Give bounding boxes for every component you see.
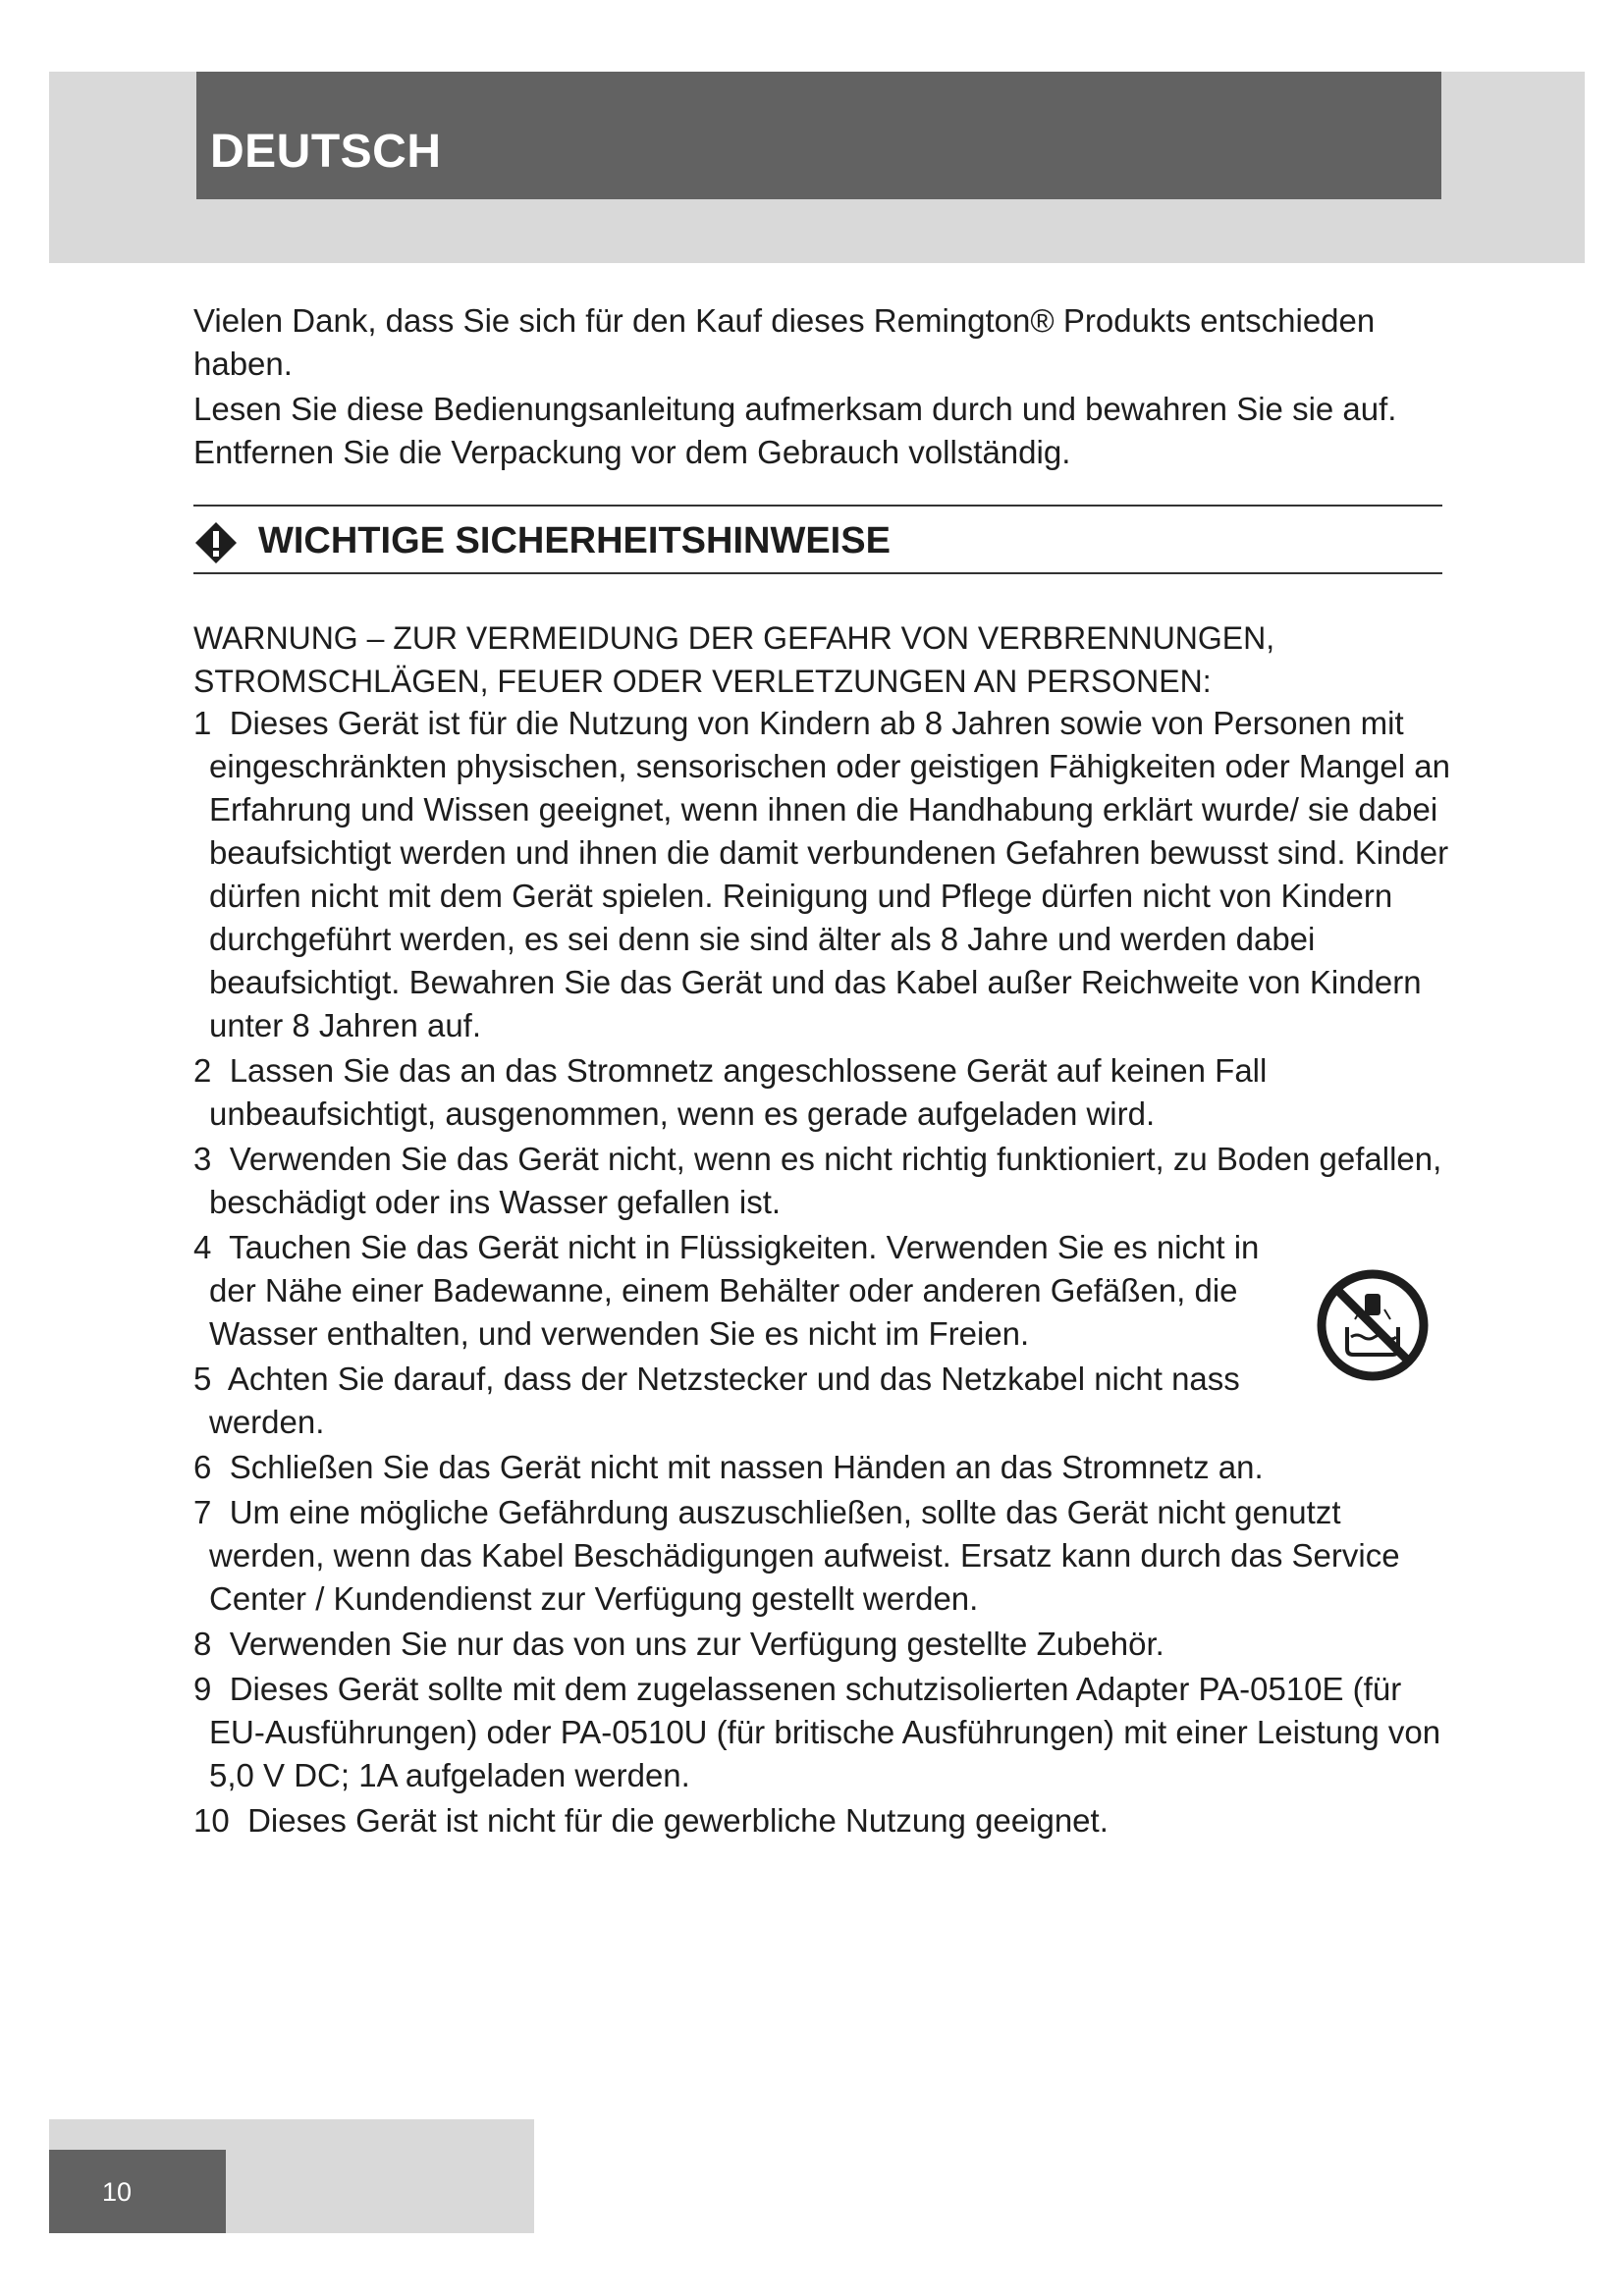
item-number: 9 [193,1671,212,1707]
item-number: 2 [193,1052,212,1089]
item-text: Dieses Gerät ist für die Nutzung von Kindern ab 8 Jahren sowie von Personen mit eingeschränkten physischen, sensorischen oder geistigen Fähigkeiten oder Mangel an Erfahrung und Wissen geeignet, wenn ihnen die Handhabung erklärt wurde/ sie dabei beaufsichtigt werden und ihnen die damit verbundenen Gefahren bewusst sind. Kinder dürfen nicht mit dem Gerät spielen. Reinigung und Pflege dürfen nicht von Kindern durchgeführt werden, es sei denn sie sind älter als 8 Jahre und werden dabei beaufsichtigt. Bewahren Sie das Gerät und das Kabel außer Reichweite von Kindern unter 8 Jahren auf. [209,705,1450,1043]
list-item [193,1623,1450,1666]
section-heading [193,510,1442,569]
item-number: 8 [193,1626,212,1662]
page-title: DEUTSCH [210,126,442,178]
item-text: Verwenden Sie das Gerät nicht, wenn es nicht richtig funktioniert, zu Boden gefallen, beschädigt oder ins Wasser gefallen ist. [209,1141,1442,1220]
item-text: Um eine mögliche Gefährdung auszuschließen, sollte das Gerät nicht genutzt werden, wenn das Kabel Beschädigungen aufweist. Ersatz kann durch das Service Center / Kundendienst zur Verfügung gestellt werden. [209,1494,1400,1617]
header-bar [196,72,1441,199]
list-item [193,1358,1270,1444]
list-item [193,1668,1450,1797]
item-text: Tauchen Sie das Gerät nicht in Flüssigkeiten. Verwenden Sie es nicht in der Nähe einer Badewanne, einem Behälter oder anderen Gefäßen, die Wasser enthalten, und verwenden Sie es nicht im Freien. [209,1229,1260,1352]
section-title: WICHTIGE SICHERHEITSHINWEISE [258,520,891,561]
item-number: 4 [193,1229,212,1265]
section-rule-bottom [193,572,1442,574]
item-text: Lassen Sie das an das Stromnetz angeschlossene Gerät auf keinen Fall unbeaufsichtigt, ausgenommen, wenn es gerade aufgeladen wird. [209,1052,1268,1132]
safety-list [193,702,1450,1844]
item-text: Dieses Gerät ist nicht für die gewerbliche Nutzung geeignet. [247,1802,1109,1839]
item-text: Schließen Sie das Gerät nicht mit nassen Händen an das Stromnetz an. [229,1449,1264,1485]
item-number: 10 [193,1802,230,1839]
item-number: 6 [193,1449,212,1485]
no-bathtub-icon [1314,1266,1432,1384]
list-item [193,1491,1450,1621]
item-text: Verwenden Sie nur das von uns zur Verfügung gestellte Zubehör. [229,1626,1164,1662]
list-item [193,1138,1450,1224]
page-number-box [49,2150,226,2233]
item-number: 1 [193,705,212,741]
item-text: Achten Sie darauf, dass der Netzstecker und das Netzkabel nicht nass werden. [209,1361,1240,1440]
item-text: Dieses Gerät sollte mit dem zugelassenen schutzisolierten Adapter PA-0510E (für EU-Ausführungen) oder PA-0510U (für britische Ausführungen) mit einer Leistung von 5,0 V DC; 1A aufgeladen werden. [209,1671,1441,1793]
intro-paragraph-2: Lesen Sie diese Bedienungsanleitung aufmerksam durch und bewahren Sie sie auf. Entfernen Sie die Verpackung vor dem Gebrauch vollständig. [193,391,1397,470]
item-number: 7 [193,1494,212,1530]
item-number: 5 [193,1361,212,1397]
item-number: 3 [193,1141,212,1177]
list-item [193,1446,1450,1489]
list-item [193,1799,1450,1842]
warning-diamond-icon [193,520,239,565]
list-item [193,1226,1270,1356]
warning-text: WARNUNG – ZUR VERMEIDUNG DER GEFAHR VON VERBRENNUNGEN, STROMSCHLÄGEN, FEUER ODER VERLETZUNGEN AN PERSONEN: [193,620,1275,699]
list-item [193,702,1450,1047]
list-item [193,1049,1450,1136]
section-rule-top [193,505,1442,507]
page-number: 10 [102,2177,133,2207]
intro-paragraph-1: Vielen Dank, dass Sie sich für den Kauf dieses Remington® Produkts entschieden haben. [193,302,1376,382]
